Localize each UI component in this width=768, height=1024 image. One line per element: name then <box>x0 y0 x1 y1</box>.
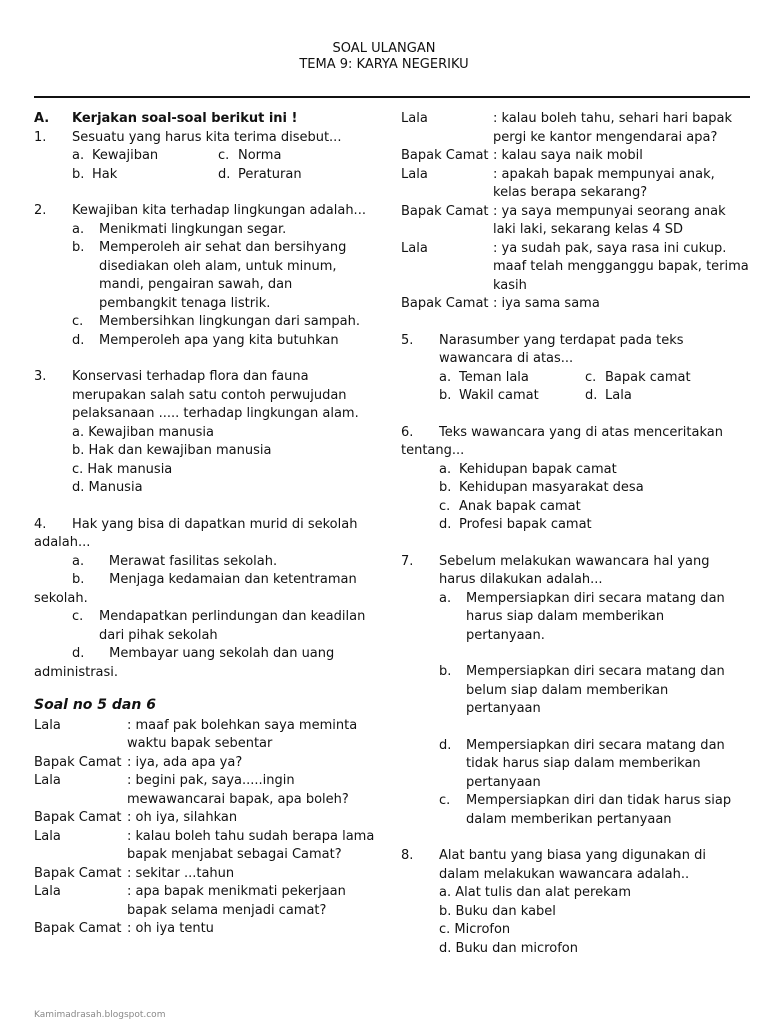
option-7b: b. Mempersiapkan diri secara matang dan belum siap dalam memberikan pertanyaan <box>439 664 725 716</box>
option-4c: c. Mendapatkan perlindungan dan keadilan dari pihak sekolah <box>72 609 366 643</box>
option-4d: d. Membayar uang sekolah dan uang <box>72 646 335 661</box>
dialog-speaker: Bapak Camat <box>34 921 122 936</box>
dialog-speaker: Lala <box>34 828 61 844</box>
dialog-text: : oh iya, silahkan <box>127 810 238 825</box>
dialog-speaker: Bapak Camat <box>401 203 489 219</box>
question-2-options <box>34 221 384 351</box>
dialog-line <box>34 809 384 828</box>
dialog-speaker: Lala <box>34 717 61 733</box>
question-1-options <box>34 147 384 184</box>
option-3b: b. Hak dan kewajiban manusia <box>72 443 272 458</box>
footer-watermark: Kamimadrasah.blogspot.com <box>34 1010 166 1020</box>
dialog-speaker: Lala <box>34 773 61 788</box>
dialog-line <box>34 865 384 884</box>
question-7-options <box>401 590 751 830</box>
question-3-text: Konservasi terhadap flora dan fauna merupakan salah satu contoh perwujudan pelaksanaan ..... terhadap lingkungan alam. <box>72 369 359 421</box>
dialog-text: : kalau saya naik mobil <box>493 148 643 163</box>
dialog-text: : iya, ada apa ya? <box>127 754 243 770</box>
option-6d: d. Profesi bapak camat <box>439 517 592 532</box>
question-8: 8. Alat bantu yang biasa yang digunakan di dalam melakukan wawancara adalah.. <box>401 847 751 884</box>
option-2c: c. Membersihkan lingkungan dari sampah. <box>72 314 360 329</box>
option-2d: d. Memperoleh apa yang kita butuhkan <box>72 332 339 348</box>
question-2: 2. Kewajiban kita terhadap lingkungan adalah... <box>34 202 384 221</box>
dialog-speaker: Bapak Camat <box>34 865 122 881</box>
dialog-line <box>401 147 751 166</box>
dialog-speaker: Bapak Camat <box>34 810 122 825</box>
dialog-line <box>34 772 384 809</box>
question-3: 3. Konservasi terhadap flora dan fauna merupakan salah satu contoh perwujudan pelaksanaan ..... terhadap lingkungan alam. <box>34 368 384 424</box>
option-4b-cont: sekolah. <box>34 590 88 606</box>
option-8b: b. Buku dan kabel <box>439 903 556 919</box>
page-header <box>0 41 768 73</box>
option-8c: c. Microfon <box>439 922 511 937</box>
question-7: 7. Sebelum melakukan wawancara hal yang harus dilakukan adalah... <box>401 553 751 590</box>
page-subtitle: TEMA 9: KARYA NEGERIKU <box>299 57 469 72</box>
dialog-text: : apa bapak menikmati pekerjaan bapak selama menjadi camat? <box>127 884 346 918</box>
header-rule <box>34 96 750 98</box>
dialog-line <box>401 203 751 240</box>
dialog-right <box>401 110 751 314</box>
question-8-options <box>401 884 751 958</box>
dialog-line <box>401 110 751 147</box>
dialog-text: : ya saya mempunyai seorang anak laki laki, sekarang kelas 4 SD <box>493 203 726 237</box>
option-1b: b. Hak <box>72 166 118 182</box>
dialog-text: : apakah bapak mempunyai anak, kelas berapa sekarang? <box>493 166 715 200</box>
dialog-line <box>34 920 384 939</box>
left-column <box>34 110 384 939</box>
option-3a: a. Kewajiban manusia <box>72 424 214 440</box>
dialog-line <box>34 754 384 773</box>
dialog-line <box>34 883 384 920</box>
option-5b: b. Wakil camat <box>439 388 539 403</box>
option-3c: c. Hak manusia <box>72 461 173 477</box>
question-6: 6. Teks wawancara yang di atas menceritakan <box>401 424 751 443</box>
dialog-speaker: Bapak Camat <box>34 754 122 770</box>
question-5-options <box>401 369 751 406</box>
right-column <box>401 110 751 958</box>
option-1a: a. Kewajiban <box>72 148 159 163</box>
option-5d: d. Lala <box>585 388 632 403</box>
page-title: SOAL ULANGAN <box>332 41 436 56</box>
option-2a: a. Menikmati lingkungan segar. <box>72 221 287 237</box>
dialog-line <box>401 295 751 314</box>
question-5-text: Narasumber yang terdapat pada teks wawancara di atas... <box>439 332 684 366</box>
option-6c: c. Anak bapak camat <box>439 498 581 514</box>
option-7c: c. Mempersiapkan diri dan tidak harus siap dalam memberikan pertanyaan <box>439 793 732 827</box>
dialog-left <box>34 717 384 939</box>
dialog-text: : kalau boleh tahu, sehari hari bapak pergi ke kantor mengendarai apa? <box>493 111 733 145</box>
option-4a: a. Merawat fasilitas sekolah. <box>72 553 278 569</box>
dialog-text: : oh iya tentu <box>127 921 214 936</box>
dialog-text: : maaf pak bolehkan saya meminta waktu bapak sebentar <box>127 717 358 751</box>
dialog-line <box>401 240 751 296</box>
dialog-line <box>34 717 384 754</box>
question-4-text-cont: adalah... <box>34 535 91 550</box>
question-1: 1. Sesuatu yang harus kita terima disebut... <box>34 129 384 148</box>
dialog-speaker: Lala <box>401 166 428 182</box>
dialog-speaker: Bapak Camat <box>401 148 489 163</box>
dialog-text: : begini pak, saya.....ingin mewawancarai bapak, apa boleh? <box>127 773 349 807</box>
question-6-text-cont: tentang... <box>401 443 465 458</box>
question-4: 4. Hak yang bisa di dapatkan murid di sekolah <box>34 516 384 535</box>
option-1d: d. Peraturan <box>218 166 302 182</box>
option-7d: d. Mempersiapkan diri secara matang dan tidak harus siap dalam memberikan pertanyaan <box>439 737 725 790</box>
question-6-options <box>401 461 751 535</box>
question-1-text: Sesuatu yang harus kita terima disebut... <box>72 129 342 145</box>
question-2-text: Kewajiban kita terhadap lingkungan adalah... <box>72 203 366 218</box>
option-7a: a. Mempersiapkan diri secara matang dan harus siap dalam memberikan pertanyaan. <box>439 590 725 643</box>
option-4d-cont: administrasi. <box>34 664 119 680</box>
option-5c: c. Bapak camat <box>585 369 691 385</box>
section-a-instruction: Kerjakan soal-soal berikut ini ! <box>72 111 298 126</box>
dialog-section-title: Soal no 5 dan 6 <box>34 697 156 713</box>
dialog-speaker: Lala <box>34 884 61 899</box>
section-a-heading: A. Kerjakan soal-soal berikut ini ! <box>34 110 384 129</box>
dialog-line <box>34 828 384 865</box>
question-4-text: Hak yang bisa di dapatkan murid di sekolah <box>72 516 358 532</box>
question-7-text: Sebelum melakukan wawancara hal yang harus dilakukan adalah... <box>439 553 710 587</box>
dialog-speaker: Lala <box>401 111 428 126</box>
dialog-text: : kalau boleh tahu sudah berapa lama bapak menjabat sebagai Camat? <box>127 828 375 862</box>
dialog-line <box>401 166 751 203</box>
dialog-text: : ya sudah pak, saya rasa ini cukup. maaf telah mengganggu bapak, terima kasih <box>493 240 749 293</box>
dialog-speaker: Bapak Camat <box>401 296 489 311</box>
dialog-speaker: Lala <box>401 240 428 256</box>
dialog-text: : iya sama sama <box>493 296 600 311</box>
option-2b: b. Memperoleh air sehat dan bersihyang disediakan oleh alam, untuk minum, mandi, pengairan sawah, dan pembangkit tenaga listrik. <box>72 240 347 311</box>
dialog-text: : sekitar ...tahun <box>127 865 235 881</box>
option-8a: a. Alat tulis dan alat perekam <box>439 885 631 900</box>
question-3-options <box>34 424 384 498</box>
question-6-text: Teks wawancara yang di atas menceritakan <box>439 424 723 440</box>
option-8d: d. Buku dan microfon <box>439 940 578 956</box>
option-6b: b. Kehidupan masyarakat desa <box>439 480 644 495</box>
option-5a: a. Teman lala <box>439 369 529 385</box>
question-8-text: Alat bantu yang biasa yang digunakan di dalam melakukan wawancara adalah.. <box>439 848 706 882</box>
option-4b: b. Menjaga kedamaian dan ketentraman <box>72 572 357 587</box>
option-1c: c. Norma <box>218 148 282 163</box>
option-3d: d. Manusia <box>72 480 143 495</box>
question-5: 5. Narasumber yang terdapat pada teks wawancara di atas... <box>401 332 751 369</box>
option-6a: a. Kehidupan bapak camat <box>439 461 617 477</box>
